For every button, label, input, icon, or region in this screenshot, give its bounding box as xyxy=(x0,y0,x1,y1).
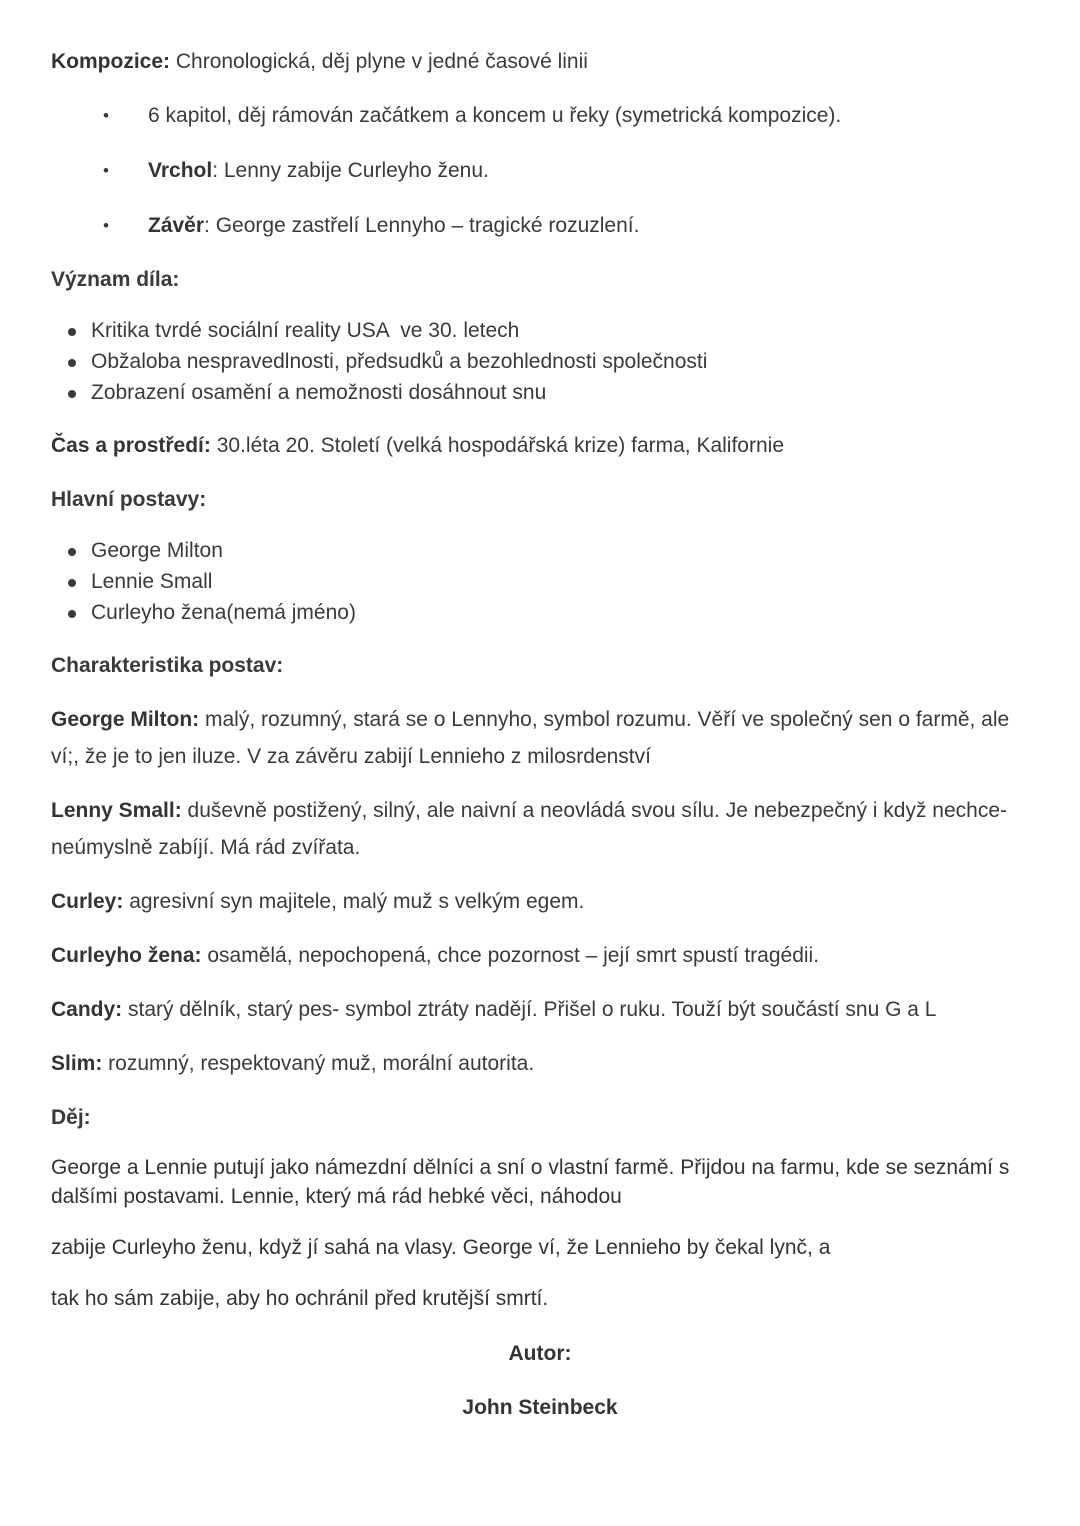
bullet-icon xyxy=(68,328,76,336)
list-item-bold: Závěr xyxy=(148,214,205,237)
bullet-icon: • xyxy=(103,161,109,180)
character-paragraph-candy xyxy=(51,991,1029,1028)
list-item xyxy=(51,315,1029,346)
character-paragraph-lenny xyxy=(51,792,1029,866)
character-description: agresivní syn majitele, malý muž s velkým egem. xyxy=(123,890,585,913)
list-item xyxy=(51,346,1029,377)
plot-paragraph: zabije Curleyho ženu, když jí sahá na vlasy. George ví, že Lennieho by čekal lynč, a xyxy=(51,1236,831,1259)
bullet-icon xyxy=(68,579,76,587)
bullet-icon xyxy=(68,390,76,398)
list-item-text: Kritika tvrdé sociální reality USA ve 30. letech xyxy=(91,319,520,342)
bullet-icon xyxy=(68,359,76,367)
postavy-bullet-list xyxy=(51,535,1029,628)
cas-prostredi-paragraph xyxy=(51,427,1029,464)
list-item-text: Lennie Small xyxy=(91,570,213,593)
character-description: malý, rozumný, stará se o Lennyho, symbol rozumu. Věří ve společný sen o farmě, ale ví;, že je to jen iluze. V za závěru zabijí Lennieho z milosrdenství xyxy=(51,708,1016,768)
character-name: Candy: xyxy=(51,998,123,1021)
vyznam-bullet-list xyxy=(51,315,1029,408)
character-description: osamělá, nepochopená, chce pozornost – její smrt spustí tragédii. xyxy=(201,944,820,967)
list-item xyxy=(51,566,1029,597)
character-name: Curleyho žena: xyxy=(51,944,202,967)
list-item-text: 6 kapitol, děj rámován začátkem a koncem u řeky (symetrická kompozice). xyxy=(148,104,842,127)
kompozice-text: Chronologická, děj plyne v jedné časové linii xyxy=(170,50,588,73)
character-paragraph-slim xyxy=(51,1045,1029,1082)
list-item-text: : Lenny zabije Curleyho ženu. xyxy=(212,159,489,182)
section-heading-vyznam-dila: Význam díla: xyxy=(51,268,180,291)
character-paragraph-curleyho-zena xyxy=(51,937,1029,974)
character-description: rozumný, respektovaný muž, morální autorita. xyxy=(102,1052,535,1075)
character-name: George Milton: xyxy=(51,708,200,731)
list-item-text: Zobrazení osamění a nemožnosti dosáhnout snu xyxy=(91,381,547,404)
kompozice-label: Kompozice: xyxy=(51,50,171,73)
plot-paragraph: tak ho sám zabije, aby ho ochránil před krutější smrtí. xyxy=(51,1287,549,1310)
list-item-bold: Vrchol xyxy=(148,159,213,182)
bullet-icon: • xyxy=(103,106,109,125)
list-item xyxy=(51,207,1029,244)
character-name: Slim: xyxy=(51,1052,103,1075)
bullet-icon xyxy=(68,548,76,556)
list-item-text: Obžaloba nespravedlnosti, předsudků a bezohlednosti společnosti xyxy=(91,350,708,373)
character-name: Lenny Small: xyxy=(51,799,182,822)
character-name: Curley: xyxy=(51,890,124,913)
autor-heading: Autor: xyxy=(508,1342,572,1365)
autor-name: John Steinbeck xyxy=(462,1396,618,1419)
bullet-icon xyxy=(68,610,76,618)
cas-prostredi-text: 30.léta 20. Století (velká hospodářská krize) farma, Kalifornie xyxy=(210,434,785,457)
section-heading-charakteristika: Charakteristika postav: xyxy=(51,654,284,677)
character-description: starý dělník, starý pes- symbol ztráty nadějí. Přišel o ruku. Touží být součástí snu G a L xyxy=(122,998,937,1021)
list-item xyxy=(51,152,1029,189)
list-item xyxy=(51,377,1029,408)
list-item-text: : George zastřelí Lennyho – tragické rozuzlení. xyxy=(204,214,640,237)
list-item-text: Curleyho žena(nemá jméno) xyxy=(91,601,356,624)
character-paragraph-curley xyxy=(51,883,1029,920)
plot-paragraph: George a Lennie putují jako námezdní dělníci a sní o vlastní farmě. Přijdou na farmu, kde se seznámí s dalšími postavami. Lennie, který má rád hebké věci, náhodou xyxy=(51,1156,1016,1208)
section-heading-dej: Děj: xyxy=(51,1106,91,1129)
list-item xyxy=(51,97,1029,134)
list-item xyxy=(51,535,1029,566)
kompozice-paragraph xyxy=(51,43,1029,80)
character-description: duševně postižený, silný, ale naivní a neovládá svou sílu. Je nebezpečný i když nechce- neúmyslně zabíjí. Má rád zvířata. xyxy=(51,799,1013,859)
cas-prostredi-label: Čas a prostředí: xyxy=(51,434,211,457)
bullet-icon: • xyxy=(103,216,109,235)
section-heading-hlavni-postavy: Hlavní postavy: xyxy=(51,488,207,511)
list-item xyxy=(51,597,1029,628)
character-paragraph-george xyxy=(51,701,1029,775)
list-item-text: George Milton xyxy=(91,539,223,562)
kompozice-bullet-list xyxy=(51,97,1029,244)
